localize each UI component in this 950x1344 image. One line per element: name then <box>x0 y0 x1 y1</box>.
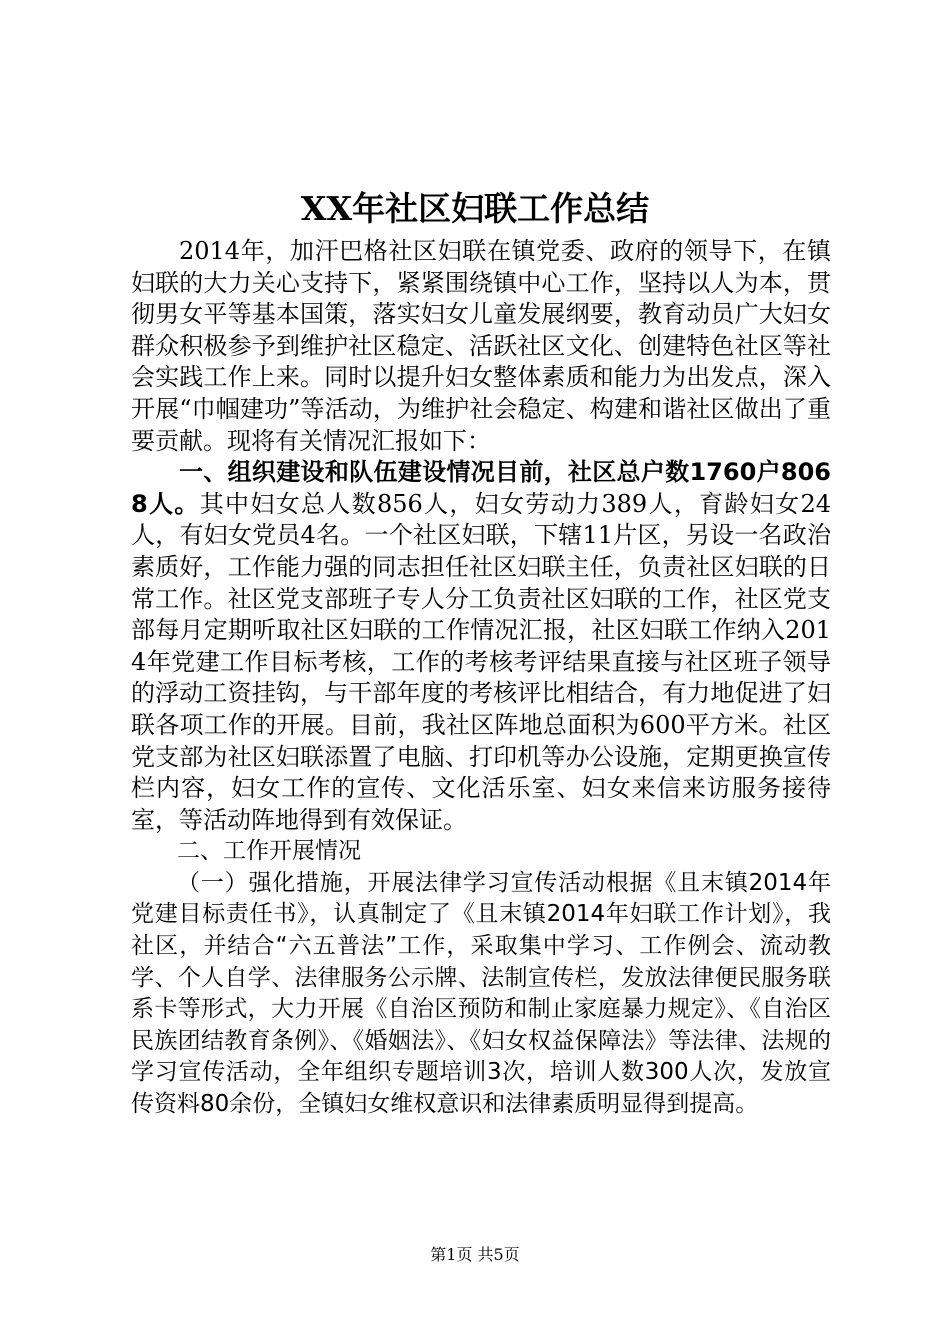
document-body <box>131 236 831 1121</box>
section1-paragraph <box>131 457 831 836</box>
document-title: XX年社区妇联工作总结 <box>300 189 650 228</box>
section2-heading: 二、工作开展情况 <box>177 838 361 865</box>
section1-body: 其中妇女总人数856人，妇女劳动力389人，育龄妇女24人，有妇女党员4名。一个社区妇联，下辖11片区，另设一名政治素质好，工作能力强的同志担任社区妇联主任，负责社区妇联的日常工作。社区党支部班子专人分工负责社区妇联的工作，社区党支部每月定期听取社区妇联的工作情况汇报，社区妇联工作纳入2014年党建工作目标考核，工作的考核考评结果直接与社区班子领导的浮动工资挂钩，与干部年度的考核评比相结合，有力地促进了妇联各项工作的开展。目前，我社区阵地总面积为600平方米。社区党支部为社区妇联添置了电脑、打印机等办公设施，定期更换宣传栏内容，妇女工作的宣传、文化活乐室、妇女来信来访服务接待室，等活动阵地得到有效保证。 <box>131 489 832 834</box>
section1-lead: 一、组织建设和队伍建设情况目前，社区总户数1760户8068人。 <box>131 458 831 518</box>
page-number-footer: 第1页 共5页 <box>430 1245 520 1264</box>
section2-subsection1-paragraph: （一）强化措施，开展法律学习宣传活动根据《且末镇2014年党建目标责任书》，认真制定了《且末镇2014年妇联工作计划》，我社区，并结合“六五普法”工作，采取集中学习、工作例会、流动教学、个人自学、法律服务公示牌、法制宣传栏，发放法律便民服务联系卡等形式，大力开展《自治区预防和制止家庭暴力规定》、《自治区民族团结教育条例》、《婚姻法》、《妇女权益保障法》等法律、法规的学习宣传活动，全年组织专题培训3次，培训人数300人次，发放宣传资料80余份，全镇妇女维权意识和法律素质明显得到提高。 <box>131 869 831 1118</box>
intro-paragraph: 2014年，加汗巴格社区妇联在镇党委、政府的领导下，在镇妇联的大力关心支持下，紧紧围绕镇中心工作，坚持以人为本，贯彻男女平等基本国策，落实妇女儿童发展纲要，教育动员广大妇女群众积极参予到维护社区稳定、活跃社区文化、创建特色社区等社会实践工作上来。同时以提升妇女整体素质和能力为出发点，深入开展“巾帼建功”等活动，为维护社会稳定、构建和谐社区做出了重要贡献。现将有关情况汇报如下： <box>131 237 831 455</box>
